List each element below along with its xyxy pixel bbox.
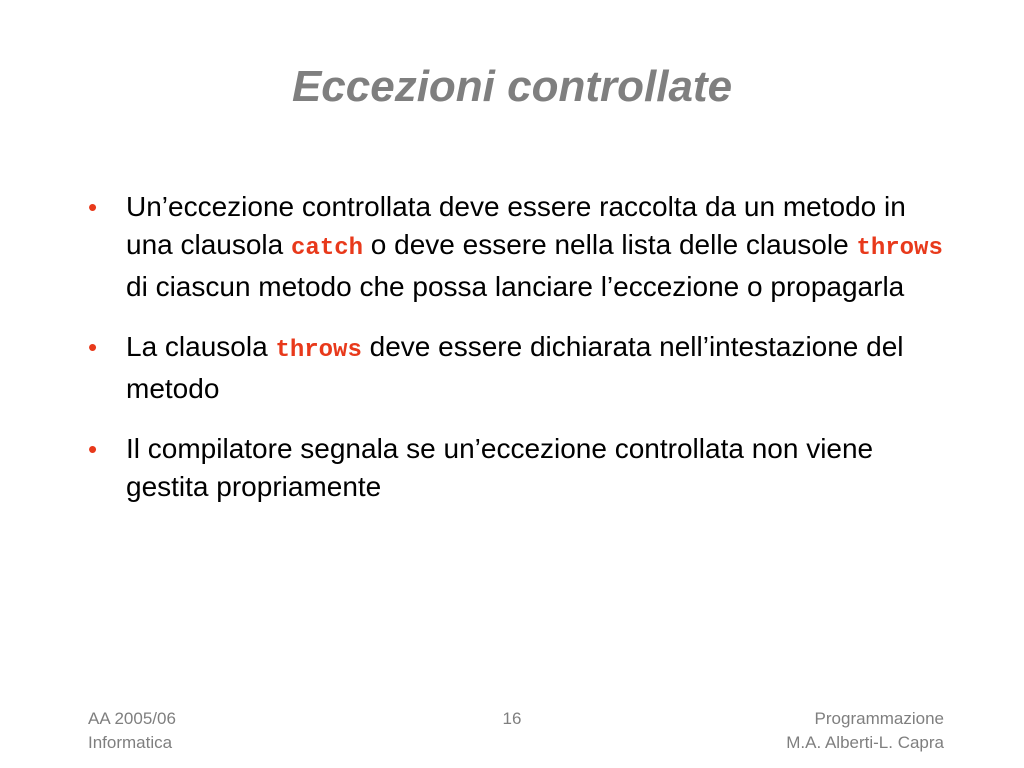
code-keyword-throws: throws: [275, 337, 362, 364]
bullet-text: deve essere dichiarata nell’intestazione del metodo: [126, 331, 904, 404]
code-keyword-throws: throws: [856, 235, 943, 262]
slide-title: Eccezioni controllate: [291, 62, 733, 111]
bullet-item: [88, 430, 948, 506]
footer-subject: Programmazione: [814, 709, 944, 728]
bullet-icon: •: [88, 434, 98, 464]
footer-authors: M.A. Alberti-L. Capra: [786, 733, 944, 752]
footer-page-number: 16: [502, 709, 522, 728]
code-keyword-catch: catch: [291, 235, 364, 262]
bullet-icon: •: [88, 192, 98, 222]
footer-right: [786, 707, 944, 755]
bullet-text: La clausola: [126, 331, 276, 362]
bullet-text: Un’eccezione controllata deve essere raccolta da un metodo in una clausola: [126, 191, 906, 260]
bullet-icon: •: [88, 332, 98, 362]
bullet-text: Il compilatore segnala se un’eccezione controllata non viene gestita propriamente: [126, 433, 874, 502]
bullet-item: [88, 328, 948, 408]
footer-course-name: Informatica: [88, 733, 173, 752]
bullet-text: o deve essere nella lista delle clausole: [363, 229, 857, 260]
bullet-item: [88, 188, 948, 306]
bullet-list: [88, 188, 948, 528]
bullet-text: di ciascun metodo che possa lanciare l’eccezione o propagarla: [126, 271, 905, 302]
footer-course-year: AA 2005/06: [88, 709, 176, 728]
